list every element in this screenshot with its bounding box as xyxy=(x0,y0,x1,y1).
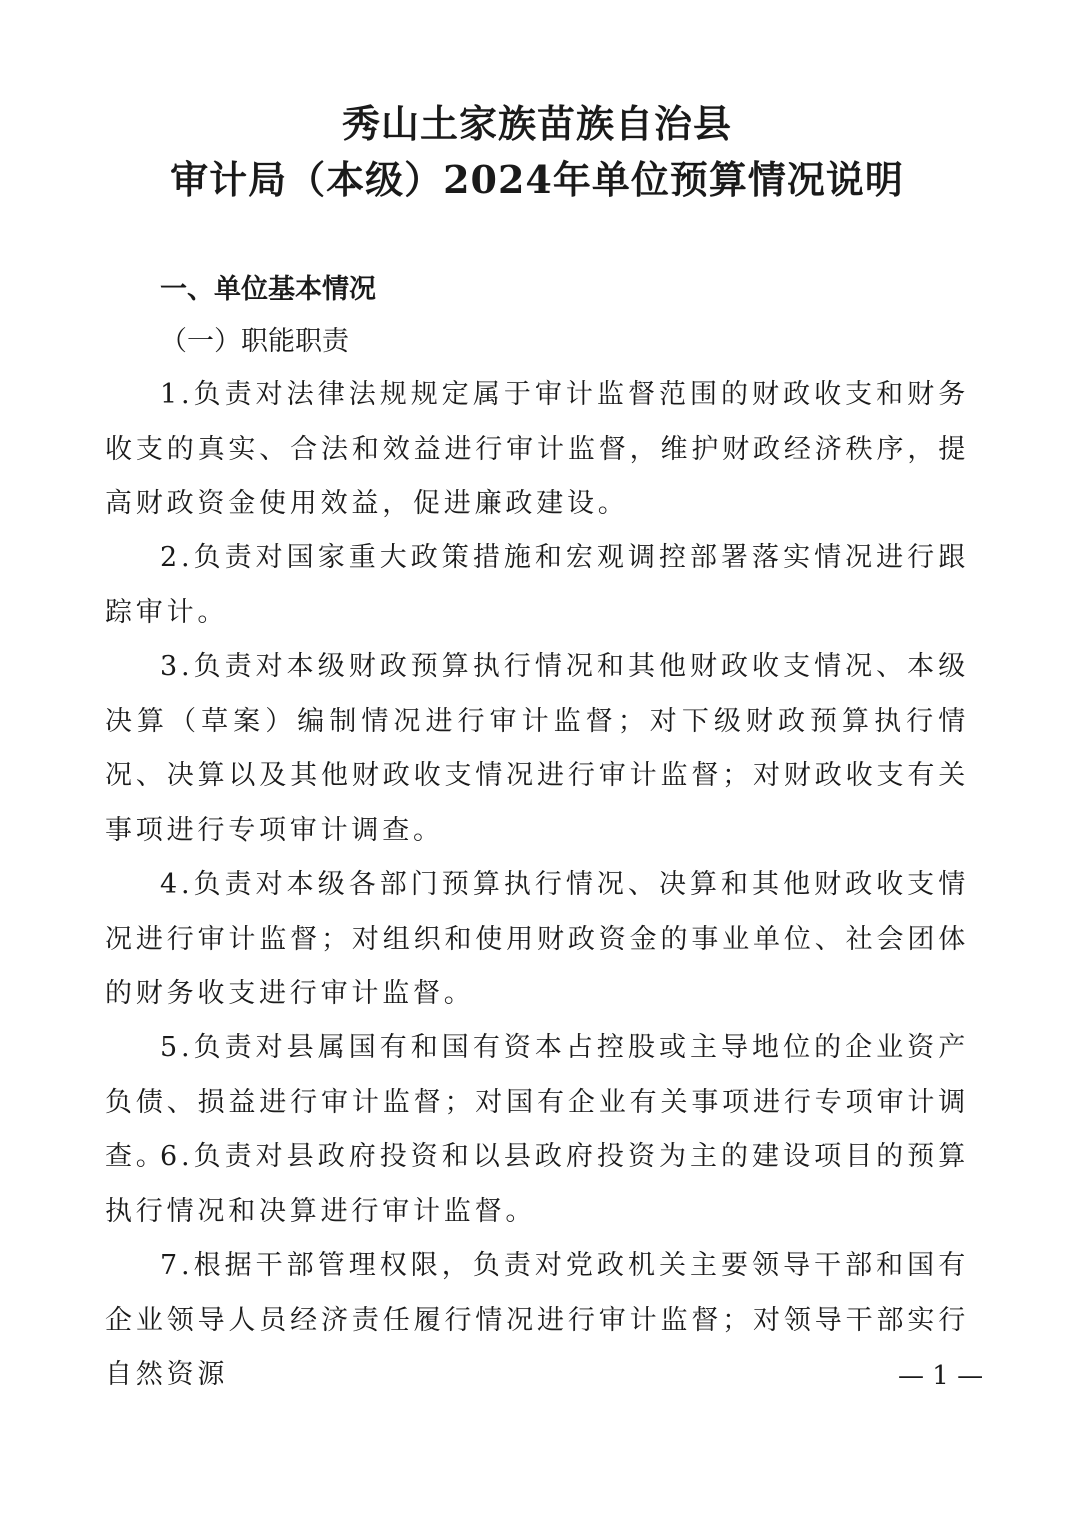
paragraph-duty-6: 6.负责对县政府投资和以县政府投资为主的建设项目的预算执行情况和决算进行审计监督。 xyxy=(105,1141,969,1227)
paragraph-duty-4: 4.负责对本级各部门预算执行情况、决算和其他财政收支情况进行审计监督；对组织和使用财政资金的事业单位、社会团体的财务收支进行审计监督。 xyxy=(105,869,969,1009)
paragraph-duty-3: 3.负责对本级财政预算执行情况和其他财政收支情况、本级决算（草案）编制情况进行审计监督；对下级财政预算执行情况、决算以及其他财政收支情况进行审计监督；对财政收支有关事项进行专项审计调查。 xyxy=(105,651,969,846)
document-title-line-1: 秀山土家族苗族自治县 xyxy=(341,101,732,146)
document-title-line-2: 审计局（本级）2024年单位预算情况说明 xyxy=(170,157,904,202)
subsection-heading: （一）职能职责 xyxy=(160,326,349,357)
section-heading: 一、单位基本情况 xyxy=(160,274,376,305)
paragraph-duty-7: 7.根据干部管理权限，负责对党政机关主要领导干部和国有企业领导人员经济责任履行情况进行审计监督；对领导干部实行自然资源 xyxy=(105,1250,969,1390)
page-number: — 1 — xyxy=(898,1361,984,1391)
paragraph-duty-1: 1.负责对法律法规规定属于审计监督范围的财政收支和财务收支的真实、合法和效益进行审计监督，维护财政经济秩序，提高财政资金使用效益，促进廉政建设。 xyxy=(105,379,969,519)
paragraph-duty-2: 2.负责对国家重大政策措施和宏观调控部署落实情况进行跟踪审计。 xyxy=(105,542,969,628)
paragraph-duty-5: 5.负责对县属国有和国有资本占控股或主导地位的企业资产负债、损益进行审计监督；对国有企业有关事项进行专项审计调查。 xyxy=(105,1032,969,1172)
